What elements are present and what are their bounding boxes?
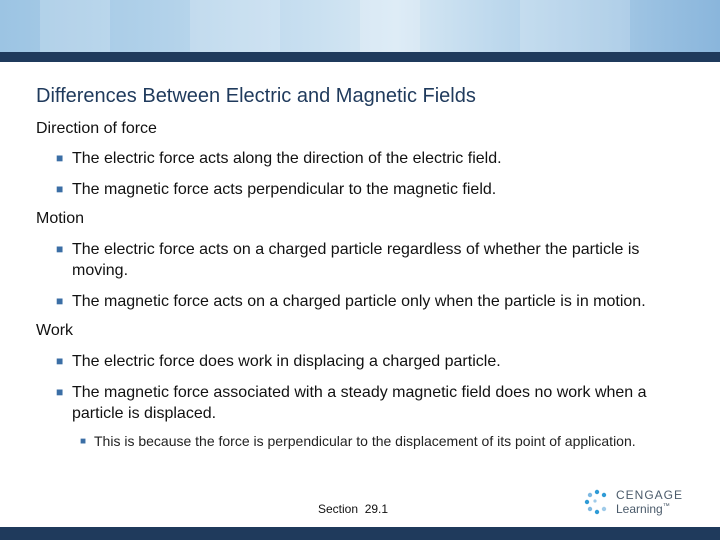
list-item bbox=[36, 351, 676, 372]
bullet-text: The electric force does work in displacing a charged particle. bbox=[72, 353, 501, 370]
header-tile bbox=[520, 0, 630, 52]
trademark-mark: ™ bbox=[662, 503, 670, 510]
bullet-text: The magnetic force associated with a steady magnetic field does no work when a particle is displaced. bbox=[72, 384, 647, 422]
bullet-text: The magnetic force acts perpendicular to the magnetic field. bbox=[72, 181, 497, 198]
header-rule bbox=[0, 52, 720, 62]
bullet-text: The electric force acts on a charged particle regardless of whether the particle is moving. bbox=[72, 241, 640, 279]
bullet-text: The electric force acts along the direction of the electric field. bbox=[72, 150, 502, 167]
square-bullet-icon: ■ bbox=[80, 436, 87, 447]
list-item bbox=[36, 291, 676, 312]
section-label: Section 29.1 bbox=[318, 502, 389, 516]
square-bullet-icon: ■ bbox=[56, 294, 64, 308]
cengage-dots-icon bbox=[583, 488, 611, 516]
logo-wordmark-top: CENGAGE bbox=[616, 488, 684, 502]
header-tile bbox=[40, 0, 110, 52]
square-bullet-icon: ■ bbox=[56, 385, 64, 399]
bullet-text: The magnetic force acts on a charged particle only when the particle is in motion. bbox=[72, 293, 646, 310]
header-tile bbox=[190, 0, 280, 52]
logo-wordmark-bottom bbox=[616, 502, 670, 516]
header-banner bbox=[0, 0, 720, 52]
logo-wordmark-learning: Learning bbox=[616, 502, 663, 516]
cengage-logo bbox=[583, 486, 693, 518]
square-bullet-icon: ■ bbox=[56, 354, 64, 368]
list-item bbox=[36, 239, 676, 281]
header-tile bbox=[360, 0, 420, 52]
section-heading: Motion bbox=[36, 210, 85, 227]
section-heading: Direction of force bbox=[36, 120, 157, 137]
section-heading: Work bbox=[36, 322, 74, 339]
square-bullet-icon: ■ bbox=[56, 182, 64, 196]
slide-body bbox=[36, 119, 676, 451]
sub-list-item bbox=[36, 432, 654, 451]
square-bullet-icon: ■ bbox=[56, 242, 64, 256]
square-bullet-icon: ■ bbox=[56, 151, 64, 165]
list-item bbox=[36, 148, 676, 169]
list-item bbox=[36, 179, 676, 200]
footer-rule bbox=[0, 527, 720, 540]
sub-bullet-text: This is because the force is perpendicular to the displacement of its point of application. bbox=[94, 433, 636, 449]
list-item bbox=[36, 382, 676, 424]
slide-title: Differences Between Electric and Magnetic Fields bbox=[36, 85, 476, 107]
